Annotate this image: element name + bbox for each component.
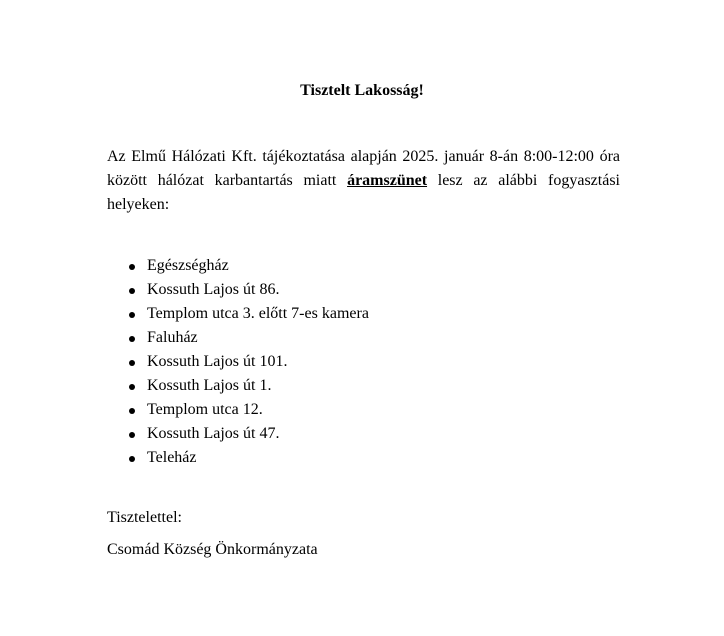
signature: Csomád Község Önkormányzata — [107, 541, 318, 558]
location-label: Faluház — [147, 329, 198, 346]
list-item — [107, 446, 369, 470]
notice-intro — [107, 145, 620, 217]
list-item — [107, 302, 369, 326]
bullet-icon — [129, 288, 135, 294]
intro-text-after: lesz az alábbi fogyasztási helyeken: — [107, 172, 620, 213]
bullet-icon — [129, 384, 135, 390]
location-label: Kossuth Lajos út 47. — [147, 425, 280, 442]
list-item — [107, 398, 369, 422]
location-label: Teleház — [147, 449, 197, 466]
location-label: Templom utca 12. — [147, 401, 263, 418]
bullet-icon — [129, 360, 135, 366]
bullet-icon — [129, 264, 135, 270]
closing-salutation: Tisztelettel: — [107, 509, 182, 526]
intro-emphasis-power-outage: áramszünet — [347, 172, 428, 189]
bullet-icon — [129, 336, 135, 342]
location-label: Kossuth Lajos út 101. — [147, 353, 288, 370]
list-item — [107, 374, 369, 398]
list-item — [107, 350, 369, 374]
location-label: Kossuth Lajos út 1. — [147, 377, 272, 394]
bullet-icon — [129, 432, 135, 438]
list-item — [107, 422, 369, 446]
intro-text-before: Az Elmű Hálózati Kft. tájékoztatása alapján 2025. január 8-án 8:00-12:00 óra között hálózat karbantartás miatt — [107, 148, 620, 189]
list-item — [107, 278, 369, 302]
bullet-icon — [129, 408, 135, 414]
bullet-icon — [129, 456, 135, 462]
location-list — [107, 254, 369, 470]
bullet-icon — [129, 312, 135, 318]
location-label: Kossuth Lajos út 86. — [147, 281, 280, 298]
location-label: Templom utca 3. előtt 7-es kamera — [147, 305, 369, 322]
notice-title: Tisztelt Lakosság! — [300, 82, 424, 99]
list-item — [107, 254, 369, 278]
list-item — [107, 326, 369, 350]
location-label: Egészségház — [147, 257, 229, 274]
